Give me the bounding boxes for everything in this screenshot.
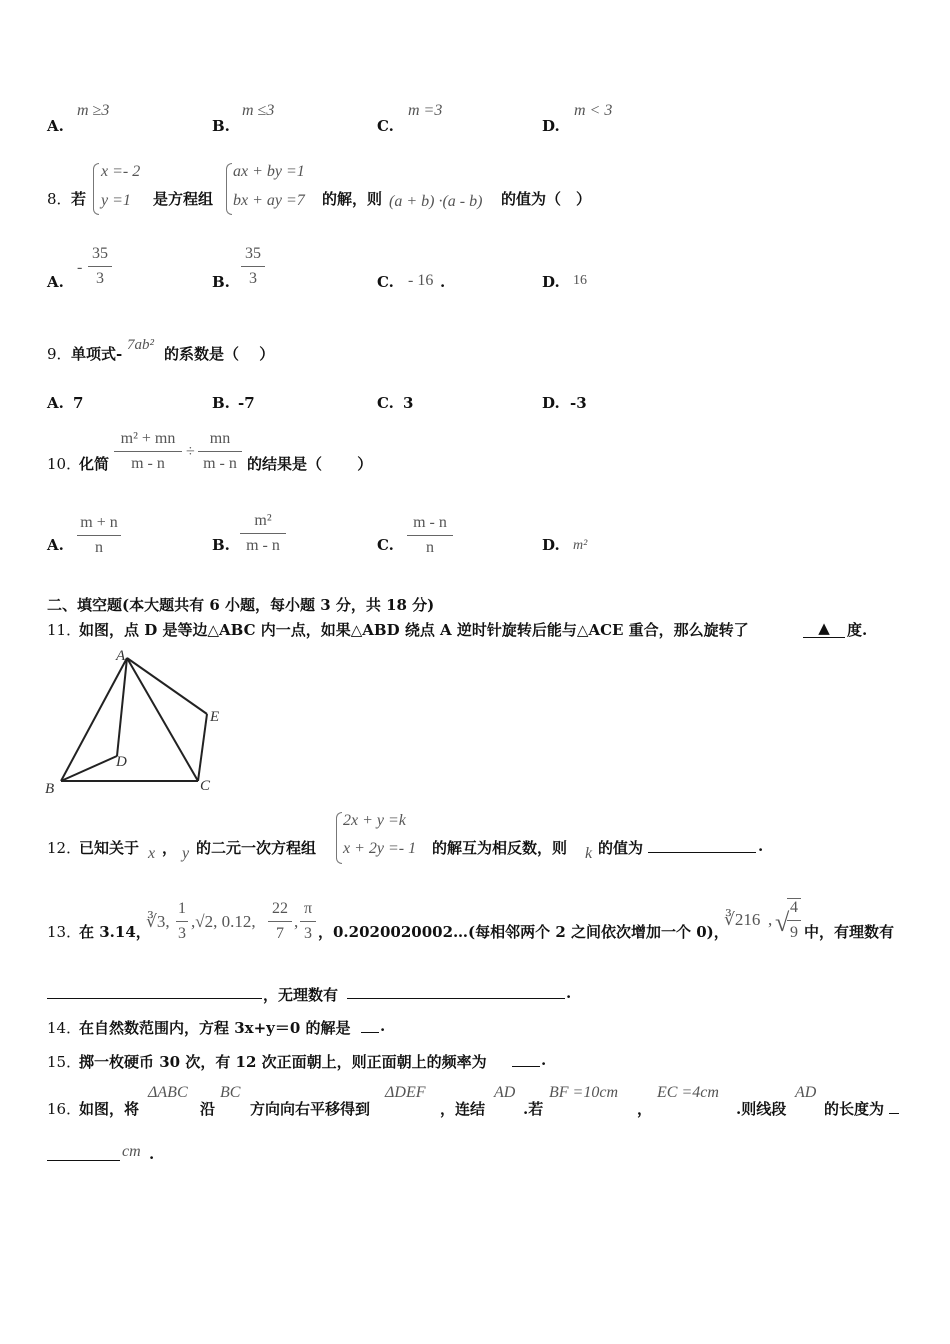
q8-sys1-line1: x =- 2 [101, 163, 141, 180]
q8-option-c-label: C. [377, 273, 394, 291]
q12-y: y [182, 845, 190, 862]
q13-sqrt-4-9 [787, 898, 801, 942]
q16-number: 16． [47, 1100, 82, 1118]
q14-blank [361, 1032, 379, 1033]
q10-tail: 的结果是（ ） [247, 455, 373, 473]
q10-option-d-label: D. [542, 536, 560, 554]
edge-ae [127, 658, 207, 714]
q14-text: 在自然数范围内，方程 3x+y＝0 的解是 [79, 1019, 351, 1037]
q12-comma: ， [162, 839, 178, 857]
q16-comma: ， [637, 1100, 653, 1118]
q10-option-b-denominator: m - n [246, 537, 280, 554]
q12-x: x [148, 845, 156, 862]
q13-sqrt-sign: √ [775, 908, 790, 937]
edge-ac [127, 658, 198, 781]
q10-fraction-1-denominator: m - n [131, 455, 165, 472]
section-2-heading: 二、填空题(本大题共有 6 小题，每小题 3 分，共 18 分) [47, 596, 435, 614]
q12-after: 的解互为相反数，则 [432, 839, 568, 857]
q7-option-d-label: D. [542, 117, 560, 135]
q8-option-c-dot: . [440, 273, 446, 291]
q11-blank: ▲ [803, 619, 845, 638]
q8-option-a-numerator: 35 [92, 245, 108, 262]
q8-ruo: 若 [71, 190, 87, 208]
q13-comma-2: , [768, 910, 773, 929]
q12-tail: 的值为 [598, 839, 644, 857]
q7-option-c-math: m =3 [408, 102, 443, 119]
q7-option-b-math: m ≤3 [242, 102, 275, 119]
q15-number: 15． [47, 1053, 82, 1071]
q13-number: 13． [47, 923, 82, 941]
q7-option-c-label: C. [377, 117, 394, 135]
q8-option-d-text: 16 [573, 273, 587, 288]
q10-option-a-label: A. [47, 536, 64, 554]
q16-link: ，连结 [440, 1100, 486, 1118]
q16-blank [47, 1160, 120, 1161]
q8-after: 的解，则 [322, 190, 383, 208]
q11-text: 如图，点 D 是等边△ABC 内一点，如果△ABD 绕点 A 逆时针旋转后能与△ACE 重合，那么旋转了 [79, 621, 749, 639]
q13-frac1-num: 1 [178, 900, 186, 917]
q12-number: 12． [47, 839, 82, 857]
q9-option-b-label: B. [212, 394, 230, 412]
q16-ec: EC =4cm [657, 1084, 719, 1101]
q10-pre: 化简 [79, 455, 110, 473]
q11-tail: 度. [847, 621, 868, 639]
q13-end: . [566, 984, 572, 1002]
q9-option-c-text: 3 [403, 394, 414, 412]
q10-option-c-numerator: m - n [413, 514, 447, 531]
q13-frac3-den: 3 [304, 925, 312, 942]
edge-ce [198, 714, 207, 781]
q16-then: .则线段 [736, 1100, 787, 1118]
q8-brace-1 [93, 163, 99, 215]
label-c: C [200, 778, 211, 794]
q13-line2-mid: ，无理数有 [263, 986, 339, 1004]
q16-blank-start [889, 1113, 899, 1114]
q10-option-c-denominator: n [426, 539, 434, 556]
q9-tail: 的系数是（ ） [164, 345, 275, 363]
q16-def: ΔDEF [385, 1084, 426, 1101]
q8-option-b-fraction [241, 245, 265, 288]
q8-option-b-numerator: 35 [245, 245, 261, 262]
q10-option-b-label: B. [212, 536, 230, 554]
q10-fraction-1-numerator: m² + mn [120, 430, 176, 447]
q13-frac-22-7 [268, 900, 292, 943]
q7-option-d-math: m < 3 [574, 102, 613, 119]
edge-bd [61, 756, 117, 781]
q16-abc: ΔABC [148, 1084, 188, 1101]
q7-option-a-math: m ≥3 [77, 102, 110, 119]
q9-option-c-label: C. [377, 394, 394, 412]
q15-blank [512, 1066, 540, 1067]
q10-fraction-2-numerator: mn [209, 430, 231, 447]
q10-option-b-numerator: m² [254, 512, 272, 529]
label-b: B [45, 781, 55, 797]
q9-option-d-text: -3 [570, 394, 587, 412]
q13-cbrt216: ∛216 [724, 910, 761, 929]
q10-divide: ÷ [186, 443, 195, 460]
q13-frac-pi-3 [300, 900, 316, 943]
q10-option-d-text: m² [573, 538, 588, 553]
q14-end: . [380, 1017, 386, 1035]
q9-option-d-label: D. [542, 394, 560, 412]
q12-k: k [585, 845, 593, 862]
q8-option-b-label: B. [212, 273, 230, 291]
q12-end: . [758, 837, 764, 855]
q8-option-b-denominator: 3 [249, 270, 257, 287]
q16-bc: BC [220, 1084, 241, 1101]
q13-frac1-den: 3 [178, 925, 186, 942]
q13-cbrt3: ∛3, [146, 912, 170, 931]
q9-option-a-text: 7 [73, 394, 84, 412]
q11-number: 11． [47, 621, 82, 639]
q8-mid: 是方程组 [153, 190, 214, 208]
q10-option-c-label: C. [377, 536, 394, 554]
q16-unit: cm [122, 1143, 141, 1160]
q12-pre: 已知关于 [79, 839, 140, 857]
q12-sys-line1: 2x + y =k [343, 812, 406, 829]
q16-end: . [149, 1145, 155, 1163]
q7-option-b-label: B. [212, 117, 230, 135]
q8-sys2-line2: bx + ay =7 [233, 192, 305, 209]
q8-number: 8． [47, 190, 72, 208]
q13-blank-irrational [347, 998, 565, 999]
q13-mid: ，0.2020020002…(每相邻两个 2 之间依次增加一个 0)， [318, 923, 729, 941]
q9-option-a-label: A. [47, 394, 64, 412]
q10-option-b-fraction [240, 512, 286, 555]
q8-option-c-text: - 16 [408, 272, 434, 289]
label-a: A [116, 648, 126, 664]
q10-option-a-denominator: n [95, 539, 103, 556]
q16-bf: BF =10cm [549, 1084, 618, 1101]
q9-pre: 单项式- [71, 345, 123, 363]
q12-mid: 的二元一次方程组 [196, 839, 317, 857]
q12-sys-line2: x + 2y =- 1 [343, 840, 417, 857]
label-d: D [116, 754, 127, 770]
q9-option-b-text: -7 [238, 394, 255, 412]
q10-option-a-fraction [77, 514, 121, 557]
q10-number: 10． [47, 455, 82, 473]
q13-blank-rational [47, 998, 262, 999]
q13-sqrt2-list: ,√2, 0.12, [191, 912, 256, 931]
q8-sys1-line2: y =1 [101, 192, 131, 209]
q13-tail: 中，有理数有 [804, 923, 895, 941]
q16-ad: AD [494, 1084, 516, 1101]
q8-option-a-fraction [88, 245, 112, 288]
q10-fraction-2-denominator: m - n [203, 455, 237, 472]
q13-sqrt-den: 9 [790, 924, 798, 941]
q13-comma: , [294, 912, 299, 931]
q10-option-c-fraction [407, 514, 453, 557]
q13-pre: 在 3.14， [79, 923, 151, 941]
q7-option-a-label: A. [47, 117, 64, 135]
q10-option-a-numerator: m + n [80, 514, 118, 531]
q8-option-a-sign: - [77, 259, 83, 276]
q8-option-d-label: D. [542, 273, 560, 291]
q15-text: 掷一枚硬币 30 次，有 12 次正面朝上，则正面朝上的频率为 [79, 1053, 487, 1071]
q16-pre: 如图，将 [79, 1100, 140, 1118]
q16-if: .若 [523, 1100, 544, 1118]
label-e: E [210, 709, 220, 725]
q15-end: . [541, 1051, 547, 1069]
q9-monomial: 7ab² [127, 337, 154, 353]
q8-expression: (a + b) ·(a - b) [389, 193, 483, 210]
q10-fraction-1 [114, 430, 182, 473]
q13-frac2-den: 7 [276, 925, 284, 942]
q8-tail: 的值为（ ） [501, 190, 592, 208]
q16-tail: 的长度为 [824, 1100, 885, 1118]
q8-brace-2 [226, 163, 232, 215]
q8-option-a-denominator: 3 [96, 270, 104, 287]
q16-shift: 方向向右平移得到 [250, 1100, 371, 1118]
q11-figure [40, 645, 240, 800]
q12-blank [648, 852, 756, 853]
q13-frac-1-3 [176, 900, 188, 943]
q8-option-a-label: A. [47, 273, 64, 291]
q9-number: 9． [47, 345, 72, 363]
q14-number: 14． [47, 1019, 82, 1037]
q16-ad-2: AD [795, 1084, 817, 1101]
q13-frac3-num: π [303, 900, 313, 917]
q13-frac2-num: 22 [272, 900, 288, 917]
q8-sys2-line1: ax + by =1 [233, 163, 305, 180]
q10-fraction-2 [198, 430, 242, 473]
q16-along: 沿 [200, 1100, 216, 1118]
q13-sqrt-num: 4 [790, 899, 798, 916]
q12-brace [336, 812, 342, 864]
